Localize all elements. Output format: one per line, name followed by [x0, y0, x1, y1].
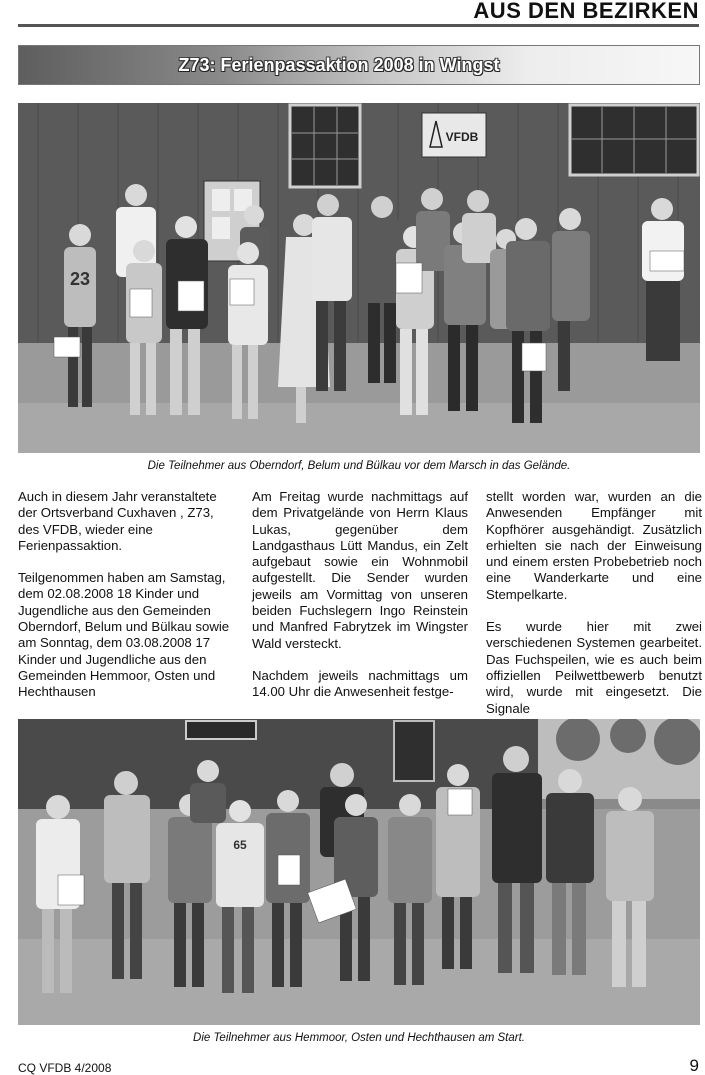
paragraph: Es wurde hier mit zwei verschiedenen Systemen gearbeitet. Das Fuchspeilen, wie es auch beim offiziellen Peilwettbewerb benutzt wird, wurde mit eingesetzt. Die Signale [486, 619, 702, 716]
vfdb-sign-text: VFDB [445, 130, 479, 144]
paragraph: Auch in diesem Jahr veranstaltete der Ortsverband Cuxhaven , Z73, des VFDB, wieder eine Ferienpassaktion. [18, 489, 217, 553]
group-photo-oberndorf [18, 103, 700, 453]
shirt-number: 65 [233, 838, 247, 852]
paragraph: Am Freitag wurde nachmittags auf dem Privatgelände von Herrn Klaus Lukas, gegenüber dem Landgasthaus Lütt Mandus, ein Zelt aufgebaut sowie ein Wohnmobil aufgestellt. Die Sender wurden jeweils am Vormittag von unseren beiden Fuchslegern Ingo Reinstein und Manfred Fabrytzek im Wingster Wald versteckt. [252, 489, 468, 651]
paragraph: stellt worden war, wurden an die Anwesenden Empfänger mit Kopfhörer ausgehändigt. Zusätzlich erhielten sie nach der Einweisung und einem ersten Probebetrieb noch eine Wanderkarte und eine Stempelkarte. [486, 489, 702, 602]
photo-illustration [18, 719, 700, 1025]
group-photo-hemmoor [18, 719, 700, 1025]
paragraph: Nachdem jeweils nachmittags um 14.00 Uhr die Anwesenheit festge- [252, 667, 468, 700]
photo-illustration [18, 103, 700, 453]
page-number: 9 [689, 1056, 699, 1075]
shirt-number: 23 [69, 269, 91, 289]
publication-footer: CQ VFDB 4/2008 [18, 1061, 112, 1075]
section-header: AUS DEN BEZIRKEN [473, 0, 699, 23]
paragraph: Teilgenommen haben am Samstag, dem 02.08.2008 18 Kinder und Jugendliche aus den Gemeinden Oberndorf, Belum und Bülkau sowie am Sonntag, dem 03.08.2008 17 Kinder und Jugendliche aus den Gemeinden Hemmoor, Osten und Hechthausen [18, 570, 230, 700]
text-column-1 [18, 489, 234, 717]
header-rule [18, 24, 699, 27]
photo-caption-2: Die Teilnehmer aus Hemmoor, Osten und Hechthausen am Start. [193, 1032, 525, 1044]
photo-caption-1: Die Teilnehmer aus Oberndorf, Belum und Bülkau vor dem Marsch in das Gelände. [147, 460, 571, 472]
text-column-3 [486, 489, 702, 733]
text-column-2 [252, 489, 468, 717]
article-title-bar [18, 45, 700, 85]
article-title: Z73: Ferienpassaktion 2008 in Wingst [178, 54, 500, 75]
